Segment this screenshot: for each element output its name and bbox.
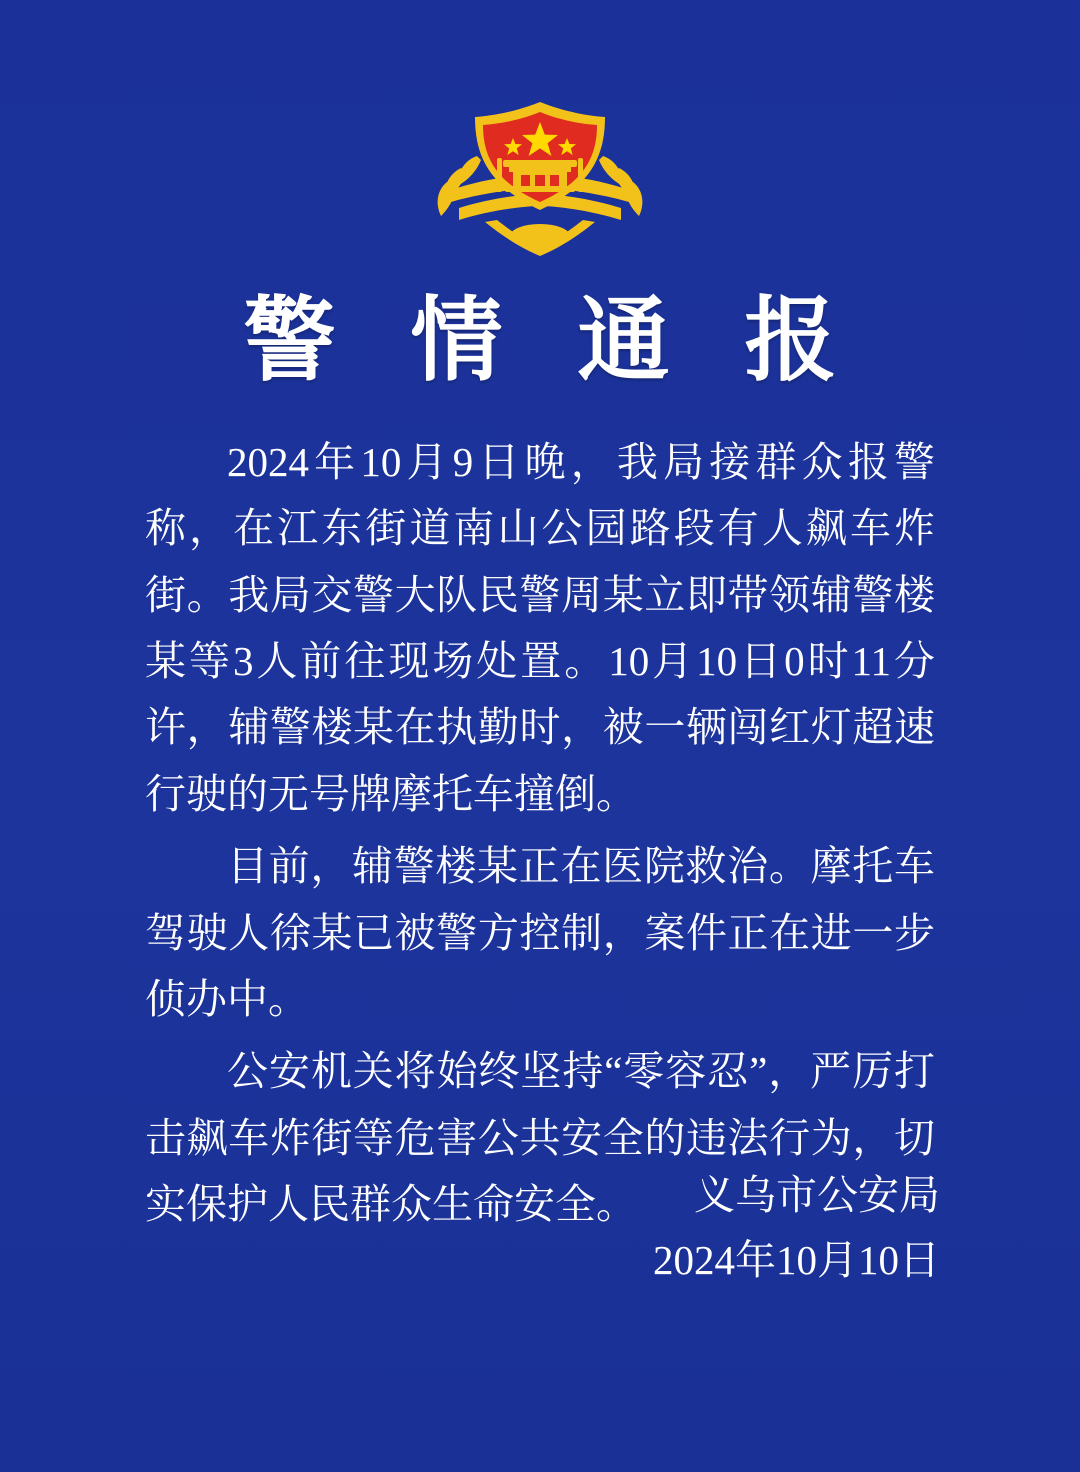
issue-date: 2024年10月10日 — [653, 1237, 940, 1284]
paragraph-3: 公安机关将始终坚持“零容忍”，严厉打击飙车炸街等危害公共安全的违法行为，切实保护人民群众生命安全。 — [145, 1048, 935, 1228]
issuer-name: 义乌市公安局 — [694, 1171, 940, 1218]
notice-body — [145, 429, 935, 1238]
paragraph-2: 目前，辅警楼某正在医院救治。摩托车驾驶人徐某已被警方控制，案件正在进一步侦办中。 — [145, 843, 935, 1023]
emblem-container — [0, 0, 1080, 271]
police-emblem-icon — [425, 86, 655, 271]
page-title: 警 情 通 报 — [243, 290, 863, 392]
paragraph-1: 2024年10月9日晚，我局接群众报警称，在江东街道南山公园路段有人飙车炸街。我局交警大队民警周某立即带领辅警楼某等3人前往现场处置。10月10日0时11分许，辅警楼某在执勤时，被一辆闯红灯超速行驶的无号牌摩托车撞倒。 — [145, 438, 935, 817]
signature-block — [653, 1163, 940, 1294]
